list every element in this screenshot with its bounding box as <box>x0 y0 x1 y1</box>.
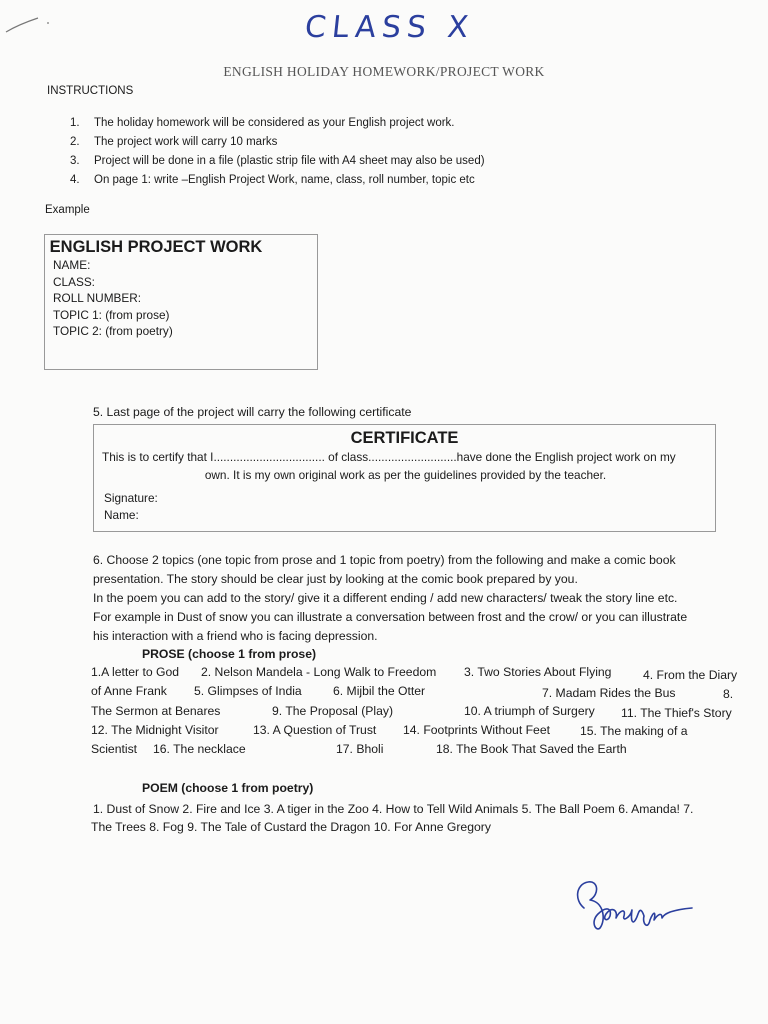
prose-item: 14. Footprints Without Feet <box>403 723 550 737</box>
prose-item: 10. A triumph of Surgery <box>464 704 595 718</box>
example-line-topic2: TOPIC 2: (from poetry) <box>53 324 173 338</box>
prose-item: The Sermon at Benares <box>91 704 221 718</box>
prose-item: 18. The Book That Saved the Earth <box>436 742 627 756</box>
poem-heading: POEM (choose 1 from poetry) <box>142 781 314 795</box>
poem-line: The Trees 8. Fog 9. The Tale of Custard the Dragon 10. For Anne Gregory <box>91 820 491 834</box>
example-label: Example <box>45 204 90 216</box>
prose-item: 15. The making of a <box>580 724 688 738</box>
point-6-line: 6. Choose 2 topics (one topic from prose and 1 topic from poetry) from the following and make a comic book <box>93 553 676 567</box>
certificate-line-1: This is to certify that I.................................. of class...........................have done the English project work on my <box>102 450 676 464</box>
certificate-box <box>93 424 716 532</box>
prose-item: Scientist <box>91 742 138 756</box>
prose-item: 3. Two Stories About Flying <box>464 665 612 679</box>
certificate-line-2: own. It is my own original work as per the guidelines provided by the teacher. <box>204 468 607 482</box>
prose-item: of Anne Frank <box>91 684 167 698</box>
prose-item: 12. The Midnight Visitor <box>91 723 219 737</box>
prose-item: 17. Bholi <box>336 742 384 756</box>
pen-scribble-mark <box>4 14 54 38</box>
instructions-label: INSTRUCTIONS <box>47 85 134 97</box>
point-6-line: presentation. The story should be clear just by looking at the comic book prepared by you. <box>93 572 578 586</box>
certificate-signature-label: Signature: <box>104 491 158 505</box>
certificate-name-label: Name: <box>104 508 139 522</box>
prose-item: 11. The Thief's Story <box>621 706 732 720</box>
example-box-heading: ENGLISH PROJECT WORK <box>49 238 263 256</box>
prose-item: 5. Glimpses of India <box>194 684 302 698</box>
prose-item: 16. The necklace <box>153 742 246 756</box>
instructions-list <box>70 117 485 193</box>
instruction-item: 4. On page 1: write –English Project Work, name, class, roll number, topic etc <box>70 174 475 186</box>
instruction-item: 2. The project work will carry 10 marks <box>70 136 278 148</box>
handwritten-class-title: CLASS X <box>303 10 476 45</box>
point-6-line: his interaction with a friend who is facing depression. <box>93 629 378 643</box>
prose-heading: PROSE (choose 1 from prose) <box>142 647 317 661</box>
prose-item: 6. Mijbil the Otter <box>333 684 426 698</box>
instruction-item: 1. The holiday homework will be considered as your English project work. <box>70 117 455 129</box>
prose-item: 2. Nelson Mandela - Long Walk to Freedom <box>201 665 437 679</box>
point-6 <box>93 551 753 646</box>
point-6-line: In the poem you can add to the story/ give it a different ending / add new characters/ tweak the story line etc. <box>93 591 678 605</box>
prose-item: 9. The Proposal (Play) <box>272 704 394 718</box>
prose-item: 1.A letter to God <box>91 665 180 679</box>
instruction-item: 3. Project will be done in a file (plastic strip file with A4 sheet may also be used) <box>70 155 485 167</box>
example-line-roll: ROLL NUMBER: <box>53 291 142 305</box>
example-line-class: CLASS: <box>53 274 95 289</box>
example-cover-box <box>44 234 318 370</box>
example-line-name: NAME: <box>53 258 91 272</box>
point-6-line: For example in Dust of snow you can illustrate a conversation between frost and the crow/ or you can illustrate <box>93 610 688 624</box>
prose-item: 8. <box>723 687 734 701</box>
handwritten-signature <box>570 870 700 940</box>
prose-item: 13. A Question of Trust <box>253 723 377 737</box>
prose-item: 4. From the Diary <box>643 668 738 682</box>
prose-item: 7. Madam Rides the Bus <box>542 686 676 700</box>
page-title: ENGLISH HOLIDAY HOMEWORK/PROJECT WORK <box>223 64 545 79</box>
example-line-topic1: TOPIC 1: (from prose) <box>53 307 170 322</box>
certificate-heading: CERTIFICATE <box>350 429 459 447</box>
poem-line: 1. Dust of Snow 2. Fire and Ice 3. A tiger in the Zoo 4. How to Tell Wild Animals 5. The Ball Poem 6. Amanda! 7. <box>93 802 694 816</box>
point-5: 5. Last page of the project will carry the following certificate <box>93 405 412 419</box>
